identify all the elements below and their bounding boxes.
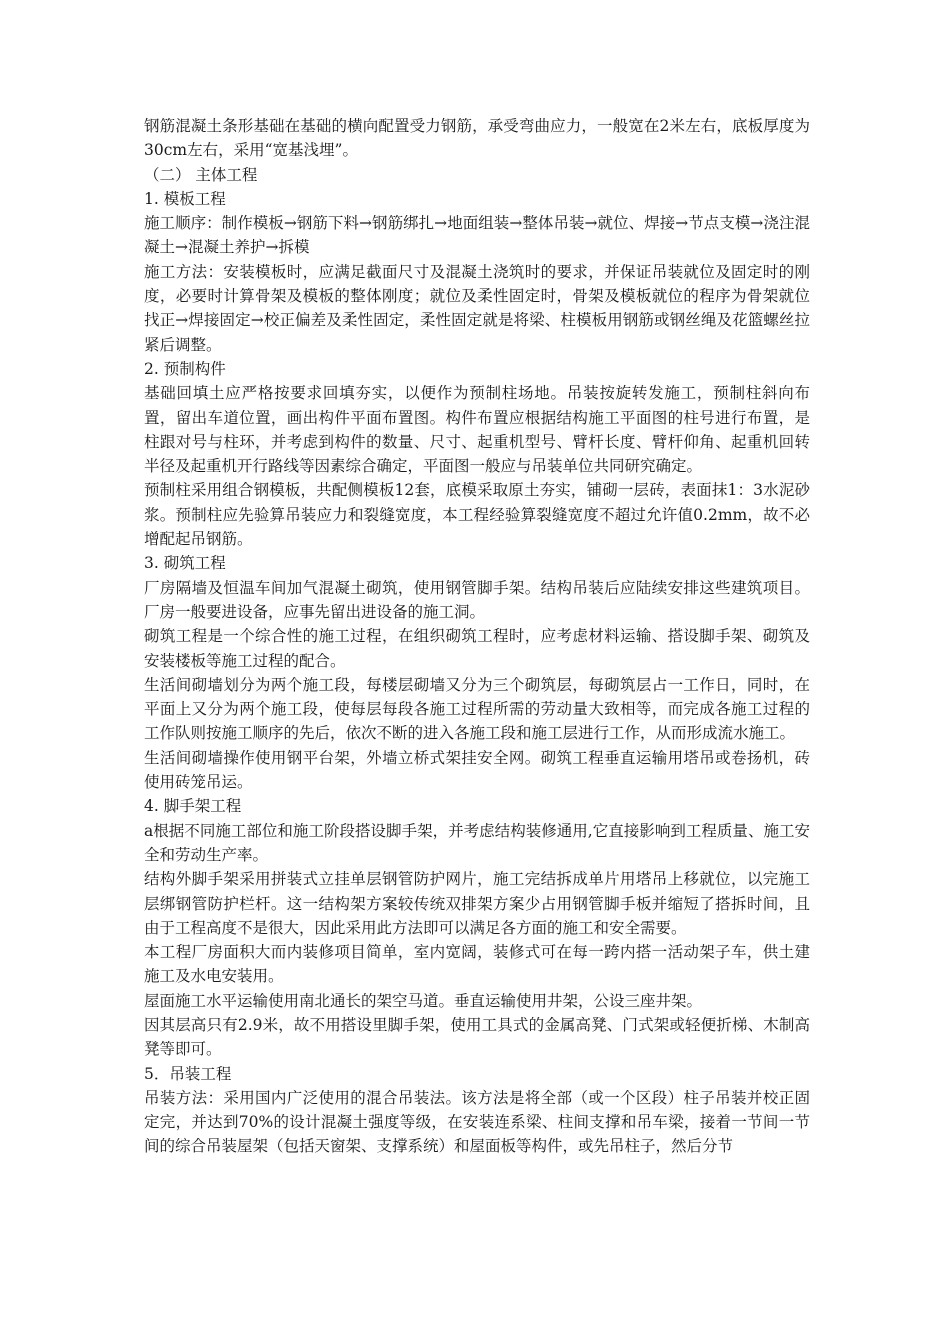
paragraph-masonry-sections: 生活间砌墙划分为两个施工段，每楼层砌墙又分为三个砌筑层，每砌筑层占一工作日，同时，在平面上又分为两个施工段，使每层每段各施工过程所需的劳动量大致相等，而完成各施工过程的工作队则按施工顺序的先后，依次不断的进入各施工段和施工层进行工作，从而形成流水施工。 [144,675,810,743]
paragraph-precast-formwork: 预制柱采用组合钢模板，共配侧模板12套，底模采取原土夯实，铺砌一层砖，表面抹1：3水泥砂浆。预制柱应先验算吊装应力和裂缝宽度，本工程经验算裂缝宽度不超过允许值0.2mm，故不必增配起吊钢筋。 [144,481,810,549]
paragraph-scaffolding-external: 结构外脚手架采用拼装式立挂单层钢管防护网片，施工完结拆成单片用塔吊上移就位，以完施工层绑钢管防护栏杆。这一结构架方案较传统双排架方案少占用钢管脚手板并缩短了搭拆时间，且由于工程高度不是很大，因此采用此方法即可以满足各方面的施工和安全需要。 [144,870,810,937]
document-body [144,114,810,1159]
heading-formwork: 1. 模板工程 [144,189,226,208]
heading-scaffolding: 4. 脚手架工程 [144,797,242,816]
paragraph-scaffolding-height: 因其层高只有2.9米，故不用搭设里脚手架，使用工具式的金属高凳、门式架或轻便折梯、木制高凳等即可。 [144,1015,810,1059]
paragraph-formwork-method: 施工方法：安装模板时，应满足截面尺寸及混凝土浇筑时的要求，并保证吊装就位及固定时的刚度，必要时计算骨架及模板的整体刚度；就位及柔性固定时，骨架及模板就位的程序为骨架就位找正→焊接固定→校正偏差及柔性固定，柔性固定就是将梁、柱模板用钢筋或钢丝绳及花篮螺丝拉紧后调整。 [144,262,810,354]
paragraph-masonry-coordination: 砌筑工程是一个综合性的施工过程，在组织砌筑工程时，应考虑材料运输、搭设脚手架、砌筑及安装楼板等施工过程的配合。 [144,627,810,670]
paragraph-strip-foundation: 钢筋混凝土条形基础在基础的横向配置受力钢筋，承受弯曲应力，一般宽在2米左右，底板厚度为30cm左右，采用“宽基浅埋”。 [144,117,810,160]
heading-main-structure: （二） 主体工程 [144,165,258,184]
heading-precast: 2. 预制构件 [144,359,226,378]
heading-hoisting: 5．吊装工程 [144,1064,232,1083]
heading-masonry: 3. 砌筑工程 [144,554,226,573]
paragraph-scaffolding-interior: 本工程厂房面积大而内装修项目简单，室内宽阔，装修式可在每一跨内搭一活动架子车，供土建施工及水电安装用。 [144,943,810,986]
paragraph-hoisting-method: 吊装方法：采用国内广泛使用的混合吊装法。该方法是将全部（或一个区段）柱子吊装并校正固定完，并达到70%的设计混凝土强度等级，在安装连系梁、柱间支撑和吊车梁，接着一节间一节间的综合吊装屋架（包括天窗架、支撑系统）和屋面板等构件，或先吊柱子，然后分节 [144,1088,810,1156]
paragraph-masonry-platform: 生活间砌墙操作使用钢平台架，外墙立桥式架挂安全网。砌筑工程垂直运输用塔吊或卷扬机，砖使用砖笼吊运。 [144,748,810,792]
paragraph-formwork-sequence: 施工顺序：制作模板→钢筋下料→钢筋绑扎→地面组装→整体吊装→就位、焊接→节点支模→浇注混凝土→混凝土养护→拆模 [144,214,810,257]
paragraph-precast-site: 基础回填土应严格按要求回填夯实，以便作为预制柱场地。吊装按旋转发施工，预制柱斜向布置，留出车道位置，画出构件平面布置图。构件布置应根据结构施工平面图的柱号进行布置，是柱跟对号与柱环，并考虑到构件的数量、尺寸、起重机型号、臂杆长度、臂杆仰角、起重机回转半径及起重机开行路线等因素综合确定，平面图一般应与吊装单位共同研究确定。 [144,384,810,476]
paragraph-scaffolding-roof: 屋面施工水平运输使用南北通长的架空马道。垂直运输使用井架，公设三座井架。 [144,991,703,1010]
paragraph-scaffolding-general: a根据不同施工部位和施工阶段搭设脚手架，并考虑结构装修通用,它直接影响到工程质量、施工安全和劳动生产率。 [144,821,810,864]
paragraph-masonry-partition: 厂房隔墙及恒温车间加气混凝土砌筑，使用钢管脚手架。结构吊装后应陆续安排这些建筑项目。厂房一般要进设备，应事先留出进设备的施工洞。 [144,578,810,621]
